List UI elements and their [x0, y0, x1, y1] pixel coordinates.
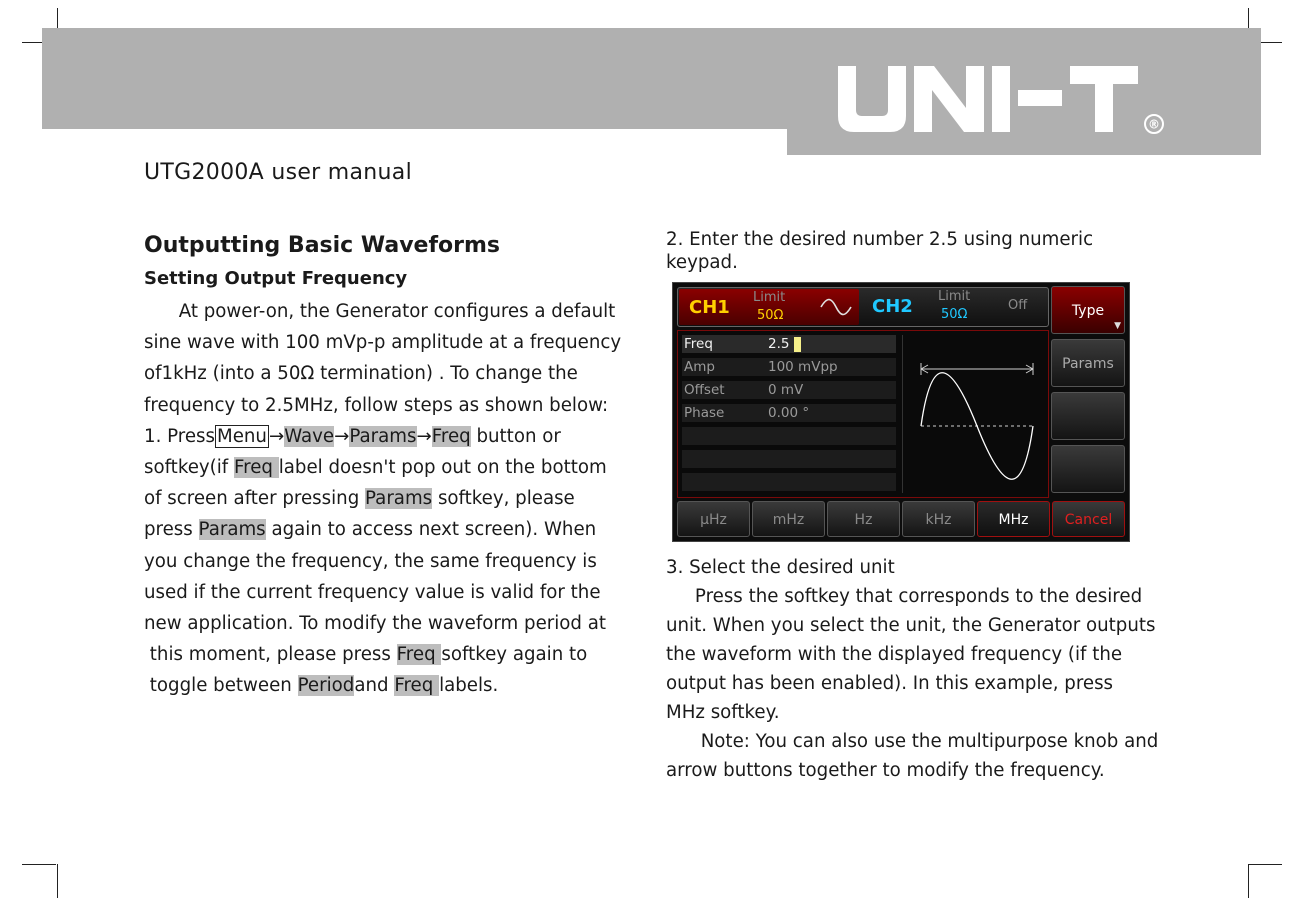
- step2-line: keypad.: [666, 252, 738, 273]
- ch1-limit-value: 50Ω: [757, 308, 784, 323]
- param-row-empty: [682, 427, 896, 445]
- text-run: again to access next screen). When: [265, 519, 597, 541]
- step3-line: Note: You can also use the multipurpose knob and: [666, 731, 1159, 752]
- step1-line: [144, 483, 644, 514]
- text-run: softkey(if: [144, 457, 234, 479]
- text-run: 1. Press: [144, 425, 216, 447]
- text-run: toggle between: [144, 675, 298, 697]
- freq-key-label: Freq: [234, 457, 279, 479]
- sine-waveform-graphic: [903, 335, 1045, 493]
- text-run: press: [144, 519, 199, 541]
- step3-line: the waveform with the displayed frequency (if the: [666, 644, 1123, 665]
- parameter-panel: [677, 330, 1049, 498]
- text-run: softkey, please: [432, 488, 575, 510]
- intro-line: At power-on, the Generator configures a default: [144, 301, 616, 322]
- sine-wave-icon: [819, 297, 853, 317]
- step1-line: used if the current frequency value is valid for the: [144, 581, 601, 603]
- text-run: of screen after pressing: [144, 488, 366, 510]
- text-run: and: [354, 675, 395, 697]
- param-row-amp[interactable]: [682, 358, 896, 376]
- ch2-name: CH2: [872, 296, 913, 317]
- crop-mark: [22, 864, 56, 865]
- wave-key-label: Wave: [284, 425, 335, 447]
- step3-title: 3. Select the desired unit: [666, 557, 895, 578]
- period-key-label: Period: [297, 675, 355, 697]
- step3-line: MHz softkey.: [666, 702, 780, 723]
- param-row-phase[interactable]: [682, 404, 896, 422]
- freq-key-label: Freq: [396, 644, 442, 666]
- param-value: 0 mV: [768, 382, 804, 398]
- right-column: [666, 228, 1186, 274]
- arrow-glyph: →: [268, 425, 285, 447]
- step1-line: [144, 421, 644, 452]
- left-column: [144, 230, 644, 702]
- params-key-label: Params: [349, 425, 417, 447]
- dropdown-marker-icon: ▼: [1114, 321, 1121, 331]
- param-label: Amp: [684, 359, 715, 375]
- param-label: Freq: [684, 336, 713, 352]
- softkey-label: Params: [1062, 356, 1114, 372]
- step1-line: [144, 670, 644, 701]
- param-value: 0.00 °: [768, 405, 810, 421]
- unit-key-khz[interactable]: kHz: [902, 501, 975, 537]
- params-key-label: Params: [365, 488, 433, 510]
- intro-line: of1kHz (into a 50Ω termination) . To change the: [144, 363, 578, 385]
- unit-key-mhz-milli[interactable]: mHz: [752, 501, 825, 537]
- param-row-empty: [682, 450, 896, 468]
- ch1-name: CH1: [689, 297, 730, 318]
- softkey-label: Type: [1071, 303, 1105, 319]
- arrow-glyph: →: [416, 425, 432, 447]
- param-value: 100 mVpp: [768, 359, 838, 375]
- section-title: Outputting Basic Waveforms: [144, 233, 501, 258]
- text-run: label doesn't pop out on the bottom: [278, 457, 607, 479]
- crop-mark: [57, 864, 58, 898]
- param-value: 2.5: [768, 336, 790, 352]
- ch1-limit-label: Limit: [753, 290, 786, 305]
- sub-title: Setting Output Frequency: [144, 268, 408, 289]
- waveform-preview: [902, 335, 1045, 493]
- ch1-panel: [679, 289, 859, 325]
- step1-line: you change the frequency, the same frequency is: [144, 550, 597, 572]
- step3-block: [666, 553, 1186, 785]
- ch2-output-state: Off: [1008, 298, 1028, 313]
- crop-mark: [1248, 864, 1249, 898]
- softkey-type[interactable]: [1051, 286, 1125, 334]
- step3-line: arrow buttons together to modify the frequency.: [666, 760, 1105, 781]
- unit-softkey-bar: [677, 501, 1127, 537]
- step1-line: [144, 514, 644, 545]
- manual-title: UTG2000A user manual: [144, 160, 412, 185]
- ch2-limit-value: 50Ω: [941, 307, 968, 322]
- softkey-params[interactable]: [1051, 339, 1125, 387]
- text-run: button or: [470, 425, 561, 447]
- softkey-blank[interactable]: [1051, 445, 1125, 493]
- cancel-key[interactable]: Cancel: [1052, 501, 1125, 537]
- intro-line: sine wave with 100 mVp-p amplitude at a frequency: [144, 332, 622, 354]
- menu-key-label: Menu: [217, 425, 267, 447]
- freq-key-label: Freq: [431, 425, 471, 447]
- unit-key-mhz-mega[interactable]: MHz: [977, 501, 1050, 537]
- step1-line: [144, 452, 644, 483]
- param-label: Phase: [684, 405, 725, 421]
- param-label: Offset: [684, 382, 725, 398]
- crop-mark: [1248, 864, 1282, 865]
- channel-status-bar: [677, 287, 1049, 327]
- param-row-empty: [682, 473, 896, 491]
- uni-t-logo: [838, 60, 1168, 140]
- freq-key-label: Freq: [394, 675, 440, 697]
- step2-line: 2. Enter the desired number 2.5 using numeric: [666, 229, 1094, 250]
- unit-key-hz[interactable]: Hz: [827, 501, 900, 537]
- input-cursor: [794, 337, 801, 352]
- step3-line: unit. When you select the unit, the Generator outputs: [666, 615, 1156, 636]
- text-run: labels.: [439, 675, 499, 697]
- step3-line: Press the softkey that corresponds to the desired: [666, 586, 1143, 607]
- unit-key-uhz[interactable]: µHz: [677, 501, 750, 537]
- step1-line: new application. To modify the waveform period at: [144, 613, 607, 635]
- generator-screen: [672, 282, 1130, 542]
- intro-line: frequency to 2.5MHz, follow steps as shown below:: [144, 394, 609, 416]
- text-run: softkey again to: [441, 644, 588, 666]
- softkey-blank[interactable]: [1051, 392, 1125, 440]
- param-row-freq[interactable]: [682, 335, 896, 353]
- step1-line: [144, 639, 644, 670]
- arrow-glyph: →: [334, 425, 350, 447]
- registered-mark: ®: [1148, 117, 1160, 132]
- ch2-limit-label: Limit: [938, 289, 971, 304]
- params-key-label: Params: [198, 519, 266, 541]
- step3-line: output has been enabled). In this example, press: [666, 673, 1114, 694]
- text-run: this moment, please press: [144, 644, 397, 666]
- param-row-offset[interactable]: [682, 381, 896, 399]
